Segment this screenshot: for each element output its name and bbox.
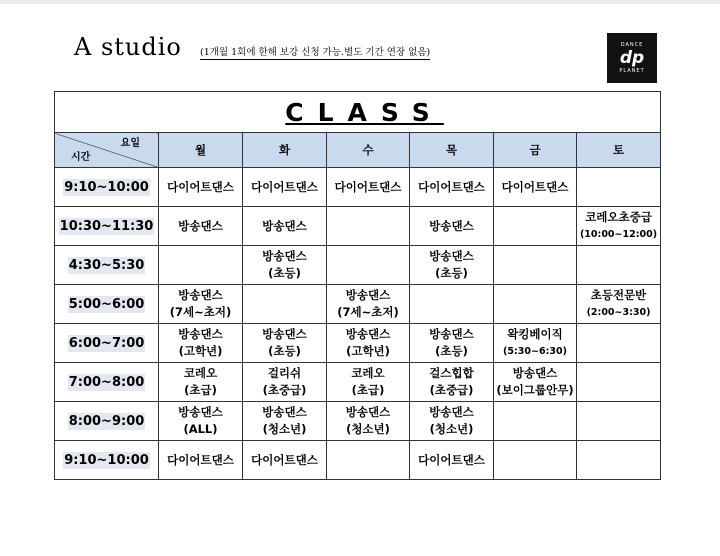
class-cell-sat: [577, 246, 661, 285]
class-cell-fri: [494, 402, 577, 441]
class-cell-tue: [243, 246, 327, 285]
class-cell-sat: [577, 168, 661, 207]
class-name: 방송댄스: [429, 249, 474, 263]
time-slot-cell: [55, 207, 159, 246]
dance-planet-logo: [607, 33, 657, 83]
class-detail: (고학년): [178, 344, 223, 358]
time-slot-label: 5:00~6:00: [68, 296, 145, 312]
class-cell-thu: [410, 363, 494, 402]
class-cell-fri: [494, 207, 577, 246]
class-detail: (보이그룹안무): [496, 383, 574, 397]
corner-time-label: 시간: [71, 152, 91, 163]
class-name: 방송댄스: [262, 249, 307, 263]
class-detail: (5:30~6:30): [503, 346, 567, 357]
class-name: 다이어트댄스: [167, 179, 234, 194]
class-detail: (초중급): [429, 383, 474, 397]
class-schedule-table: [54, 91, 661, 480]
class-cell-mon: [159, 324, 243, 363]
class-cell-thu: [410, 402, 494, 441]
class-cell-sat: [577, 402, 661, 441]
time-slot-label: 9:10~10:00: [64, 452, 149, 468]
class-cell-tue: [243, 441, 327, 480]
day-header-tue: 화: [243, 133, 327, 168]
class-name: 방송댄스: [429, 327, 474, 341]
studio-title: A studio: [74, 33, 182, 61]
class-name: 방송댄스: [178, 288, 223, 302]
schedule-row: [55, 285, 661, 324]
class-cell-fri: [494, 363, 577, 402]
class-cell-thu: [410, 285, 494, 324]
class-name: 다이어트댄스: [501, 179, 569, 194]
day-header-mon: 월: [159, 133, 243, 168]
class-cell-mon: [159, 168, 243, 207]
class-cell-thu: [410, 207, 494, 246]
class-name: 코레오: [351, 366, 385, 380]
time-slot-label: 4:30~5:30: [68, 257, 145, 273]
class-detail: (초등): [268, 344, 301, 358]
schedule-row: [55, 402, 661, 441]
class-name: 방송댄스: [429, 218, 474, 233]
class-cell-fri: [494, 285, 577, 324]
class-detail: (초등): [268, 266, 301, 280]
class-name: 방송댄스: [178, 218, 223, 233]
class-detail: (7세~초저): [169, 305, 232, 319]
class-cell-tue: [243, 402, 327, 441]
day-header-thu: 목: [410, 133, 494, 168]
class-detail: (2:00~3:30): [586, 307, 651, 318]
class-detail: (7세~초저): [337, 305, 399, 319]
schedule-body: [55, 168, 661, 480]
class-cell-tue: [243, 207, 327, 246]
class-cell-fri: [494, 246, 577, 285]
class-cell-mon: [159, 246, 243, 285]
class-name: 다이어트댄스: [334, 179, 402, 194]
class-cell-thu: [410, 168, 494, 207]
schedule-row: [55, 324, 661, 363]
class-cell-wed: [327, 246, 410, 285]
class-name: 방송댄스: [512, 366, 558, 380]
class-name: 방송댄스: [429, 405, 474, 419]
class-name: 왁킹베이직: [507, 327, 563, 341]
time-slot-cell: [55, 402, 159, 441]
class-detail: (고학년): [346, 344, 390, 358]
makeup-notice: (1개월 1회에 한해 보강 신청 가능.별도 기간 연장 없음): [200, 44, 430, 60]
class-name: 방송댄스: [178, 327, 223, 341]
class-cell-sat: [577, 207, 661, 246]
class-cell-sat: [577, 324, 661, 363]
logo-mark: dp: [619, 48, 645, 68]
class-name: 걸리쉬: [267, 366, 302, 380]
class-name: 방송댄스: [345, 327, 391, 341]
class-cell-wed: [327, 324, 410, 363]
class-name: 다이어트댄스: [167, 452, 234, 467]
class-detail: (초등): [435, 266, 468, 280]
time-slot-label: 9:10~10:00: [64, 179, 149, 195]
time-slot-label: 6:00~7:00: [68, 335, 145, 351]
class-cell-tue: [243, 363, 327, 402]
class-cell-mon: [159, 441, 243, 480]
corner-header-cell: [55, 133, 159, 168]
time-slot-cell: [55, 324, 159, 363]
top-edge-bar: [0, 0, 720, 4]
class-cell-sat: [577, 441, 661, 480]
class-name: 다이어트댄스: [251, 179, 318, 194]
time-slot-cell: [55, 246, 159, 285]
class-name: 방송댄스: [345, 288, 391, 302]
day-header-wed: 수: [327, 133, 410, 168]
schedule-row: [55, 363, 661, 402]
class-cell-wed: [327, 441, 410, 480]
class-cell-tue: [243, 168, 327, 207]
class-cell-thu: [410, 246, 494, 285]
class-title: CLASS: [55, 92, 661, 133]
class-cell-mon: [159, 207, 243, 246]
class-cell-sat: [577, 285, 661, 324]
class-detail: (10:00~12:00): [579, 229, 658, 240]
class-cell-fri: [494, 168, 577, 207]
class-name: 다이어트댄스: [418, 179, 485, 194]
class-name: 방송댄스: [262, 218, 307, 233]
class-detail: (초급): [351, 383, 385, 397]
class-detail: (청소년): [262, 422, 307, 436]
class-cell-wed: [327, 285, 410, 324]
class-detail: (청소년): [346, 422, 390, 436]
time-slot-cell: [55, 363, 159, 402]
class-cell-wed: [327, 363, 410, 402]
schedule-row: [55, 168, 661, 207]
class-cell-sat: [577, 363, 661, 402]
class-name: 코레오초중급: [585, 210, 652, 224]
class-name: 방송댄스: [345, 405, 391, 419]
class-cell-mon: [159, 285, 243, 324]
class-name: 다이어트댄스: [418, 452, 485, 467]
class-detail: (청소년): [429, 422, 474, 436]
class-name: 방송댄스: [262, 327, 307, 341]
schedule-row: [55, 207, 661, 246]
class-cell-wed: [327, 207, 410, 246]
class-name: 방송댄스: [178, 405, 223, 419]
schedule-row: [55, 441, 661, 480]
day-header-sat: 토: [577, 133, 661, 168]
class-cell-wed: [327, 168, 410, 207]
time-slot-label: 8:00~9:00: [68, 413, 145, 429]
class-name: 방송댄스: [262, 405, 307, 419]
class-cell-tue: [243, 285, 327, 324]
class-detail: (초급): [184, 383, 217, 397]
time-slot-cell: [55, 285, 159, 324]
class-detail: (초등): [435, 344, 468, 358]
time-slot-cell: [55, 168, 159, 207]
class-detail: (ALL): [183, 422, 218, 436]
class-cell-mon: [159, 363, 243, 402]
class-cell-thu: [410, 324, 494, 363]
class-name: 다이어트댄스: [251, 452, 318, 467]
schedule-row: [55, 246, 661, 285]
time-slot-label: 7:00~8:00: [68, 374, 145, 390]
class-cell-fri: [494, 441, 577, 480]
class-cell-wed: [327, 402, 410, 441]
day-header-fri: 금: [494, 133, 577, 168]
class-name: 초등전문반: [590, 288, 647, 302]
logo-bottom-text: PLANET: [619, 68, 645, 74]
time-slot-label: 10:30~11:30: [59, 218, 154, 234]
class-cell-thu: [410, 441, 494, 480]
class-cell-mon: [159, 402, 243, 441]
class-name: 코레오: [183, 366, 218, 380]
time-slot-cell: [55, 441, 159, 480]
logo-top-text: DANCE: [620, 42, 644, 48]
class-name: 걸스힙합: [429, 366, 474, 380]
class-cell-tue: [243, 324, 327, 363]
class-title-row: [55, 92, 661, 133]
day-header-row: [55, 133, 661, 168]
class-detail: (초중급): [262, 383, 307, 397]
corner-day-label: 요일: [120, 138, 140, 149]
class-cell-fri: [494, 324, 577, 363]
